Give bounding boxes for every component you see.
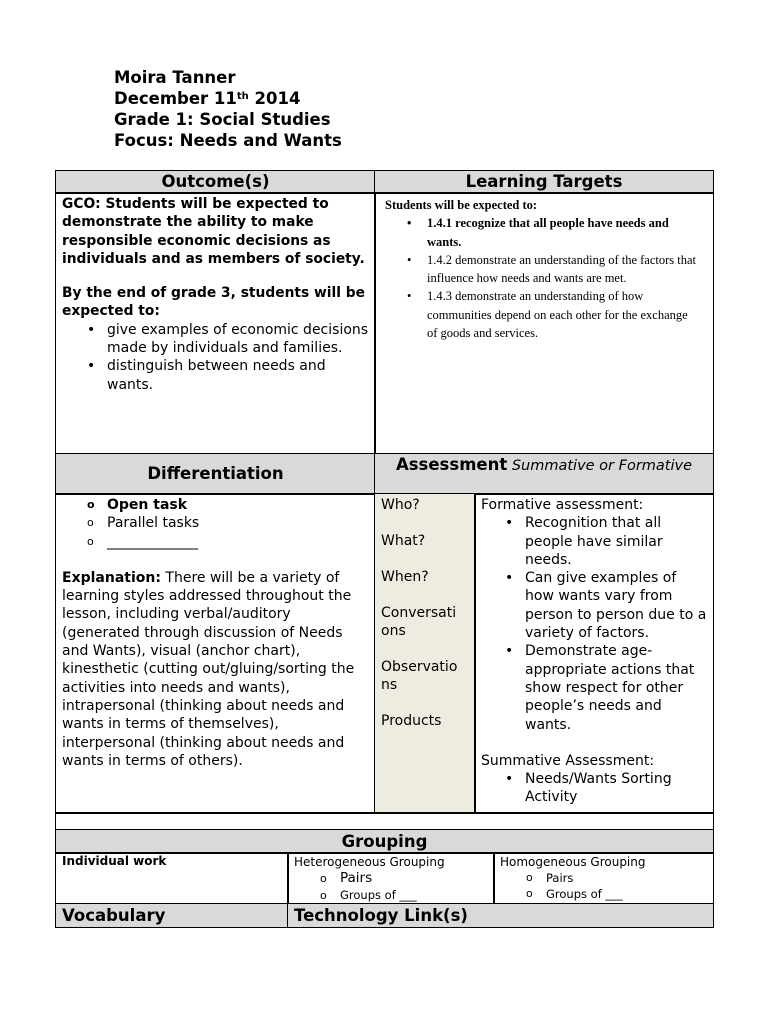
assessment-detail-cell (474, 493, 714, 814)
assessment-label: Conversati ons (381, 605, 457, 640)
targets-intro: Students will be expected to: (385, 198, 538, 212)
assessment-label: When? (381, 569, 429, 585)
date-suffix: th (236, 91, 249, 102)
explanation-text (62, 569, 369, 770)
target-item: • 1.4.3 demonstrate an understanding of how communities depend on each other for the exchange of goods and services. (427, 287, 697, 342)
document-header (114, 67, 342, 151)
homogeneous-cell (493, 852, 714, 905)
homogeneous-list (500, 870, 707, 902)
heterogeneous-item: o Pairs (340, 870, 488, 887)
outcomes-list (62, 321, 369, 394)
outcomes-header: Outcome(s) (55, 170, 376, 194)
formative-item: • Can give examples of how wants vary from person to person due to a variety of factors. (525, 569, 707, 642)
differentiation-header: Differentiation (55, 453, 376, 495)
outcome-item: • distinguish between needs and wants. (107, 357, 369, 394)
differentiation-list (62, 496, 369, 551)
formative-item: • Recognition that all people have similar needs. (525, 514, 707, 569)
learning-targets-cell (374, 192, 714, 455)
date-main: December 11 (114, 89, 237, 108)
teacher-name: Moira Tanner (114, 68, 236, 87)
technology-header: Technology Link(s) (287, 903, 714, 928)
differentiation-cell (55, 493, 376, 814)
outcomes-cell (55, 192, 376, 455)
differentiation-item: o Parallel tasks (107, 514, 369, 532)
lesson-focus: Focus: Needs and Wants (114, 131, 342, 150)
gco-text: GCO: Students will be expected to demonstrate the ability to make responsible economic decisions as individuals and as members of society. (62, 196, 365, 267)
explanation-body: There will be a variety of learning styles addressed throughout the lesson, including verbal/auditory (generated through discussion of Needs and Wants), visual (anchor chart), kinesthetic (cutting out/gluing/sorting the activities into needs and wants), intrapersonal (thinking about needs and wants in terms of themselves), interpersonal (thinking about needs and wants in terms of others). (62, 569, 355, 769)
assessment-labels-cell (374, 493, 476, 814)
homogeneous-item: o Groups of ___ (546, 886, 707, 902)
outcome-item: • give examples of economic decisions made by individuals and families. (107, 321, 369, 358)
learning-targets-header: Learning Targets (374, 170, 714, 194)
formative-list (481, 514, 707, 734)
homogeneous-item: o Pairs (546, 870, 707, 886)
assessment-title: Assessment (395, 455, 508, 474)
lesson-date (114, 88, 342, 109)
explanation-label: Explanation: (62, 569, 161, 586)
differentiation-item: o Open task (107, 496, 369, 514)
heterogeneous-list (294, 870, 488, 904)
date-year: 2014 (248, 89, 301, 108)
target-item: • 1.4.2 demonstrate an understanding of the factors that influence how needs and wants are met. (427, 251, 697, 288)
differentiation-item: o _____________ (107, 533, 369, 551)
assessment-label: Who? (381, 497, 420, 513)
summative-item: • Needs/Wants Sorting Activity (525, 770, 707, 807)
assessment-label: Observatio ns (381, 659, 458, 694)
assessment-header (374, 453, 714, 495)
formative-item: • Demonstrate age-appropriate actions that show respect for other people’s needs and wants. (525, 642, 707, 733)
assessment-subtitle: Summative or Formative (507, 458, 693, 474)
summative-title: Summative Assessment: (481, 752, 655, 769)
outcomes-intro: By the end of grade 3, students will be expected to: (62, 285, 365, 320)
individual-work-cell (55, 852, 289, 905)
summative-list (481, 770, 707, 807)
heterogeneous-title: Heterogeneous Grouping (294, 855, 445, 869)
homogeneous-title: Homogeneous Grouping (500, 855, 646, 869)
target-item: • 1.4.1 recognize that all people have needs and wants. (427, 214, 697, 251)
grouping-header: Grouping (55, 829, 714, 854)
formative-title: Formative assessment: (481, 497, 644, 513)
heterogeneous-cell (287, 852, 495, 905)
assessment-label: What? (381, 533, 426, 549)
targets-list (385, 214, 703, 342)
individual-work-label: Individual work (62, 854, 167, 868)
assessment-label: Products (381, 713, 442, 729)
vocabulary-header: Vocabulary (55, 903, 289, 928)
heterogeneous-item: o Groups of ___ (340, 887, 488, 904)
grade-subject: Grade 1: Social Studies (114, 110, 331, 129)
